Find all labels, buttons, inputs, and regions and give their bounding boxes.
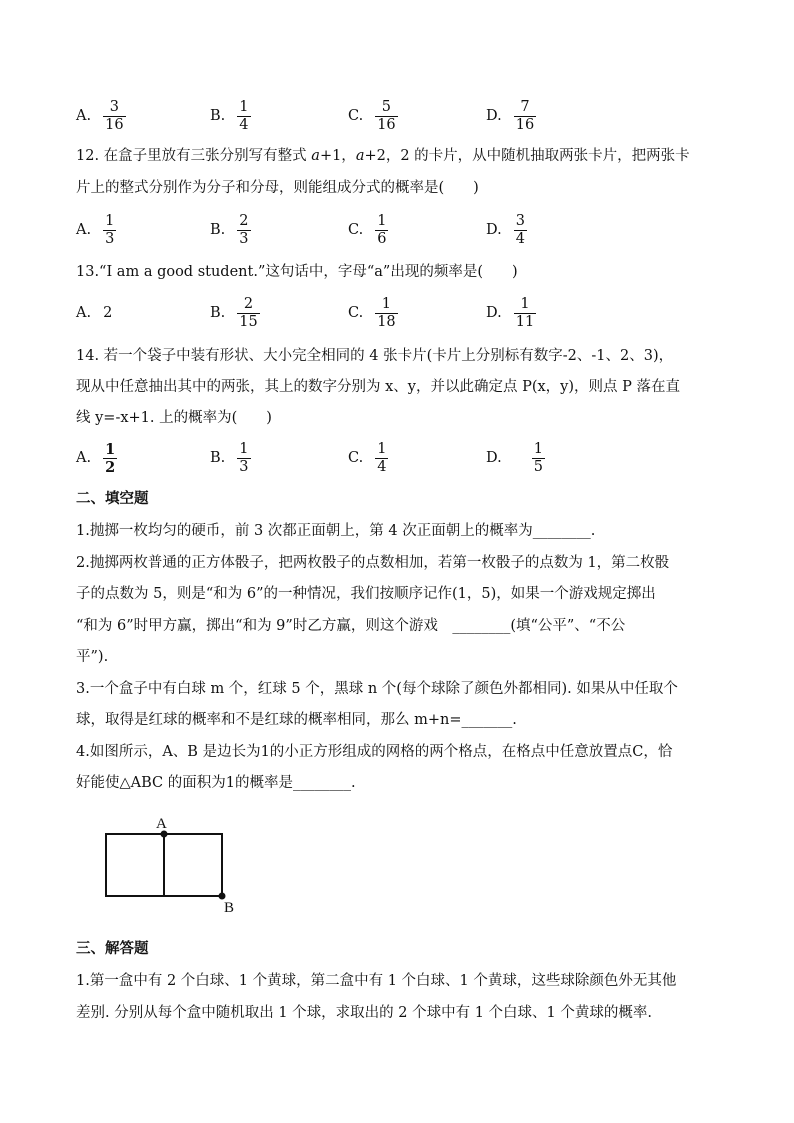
q13-option-a[interactable]: A. 2 <box>76 305 113 321</box>
q13-option-c[interactable]: C. $\frac{1}{18}$ <box>348 295 396 330</box>
q14-stem-line1: 14. 若一个袋子中装有形状、大小完全相同的 4 张卡片(卡片上分别标有数字-2、-1、2、3)， <box>76 348 674 364</box>
q14-option-d[interactable]: D. $\frac{1}{5}$ <box>486 440 543 475</box>
fraction: $\frac{1}{6}$ <box>377 212 387 247</box>
q14-option-a[interactable]: A. $\frac{1}{2}$ <box>76 440 116 476</box>
q12-options <box>76 210 726 250</box>
fraction: $\frac{1}{5}$ <box>533 440 543 475</box>
q12-option-a[interactable]: A. $\frac{1}{3}$ <box>76 212 115 247</box>
grid-figure <box>96 808 256 918</box>
fraction: $\frac{2}{3}$ <box>239 212 249 247</box>
answer-q1-line1: 1.第一盒中有 2 个白球、1 个黄球，第二盒中有 1 个白球、1 个黄球，这些球除颜色外无其他 <box>76 973 677 989</box>
q12-option-c[interactable]: C. $\frac{1}{6}$ <box>348 212 387 247</box>
q14-option-b[interactable]: B. $\frac{1}{3}$ <box>210 440 249 475</box>
fill-q2-line2: 子的点数为 5，则是“和为 6”的一种情况，我们按顺序记作(1，5)，如果一个游戏规定掷出 <box>76 586 656 602</box>
fraction: $\frac{7}{16}$ <box>515 98 535 133</box>
fill-q2-line4: 平”). <box>76 649 109 665</box>
fraction: $\frac{1}{3}$ <box>239 440 249 475</box>
q13-stem: 13.“I am a good student.”这句话中，字母“a”出现的频率是( ) <box>76 264 518 280</box>
q12-option-b[interactable]: B. $\frac{2}{3}$ <box>210 212 249 247</box>
fraction: $\frac{1}{4}$ <box>377 440 387 475</box>
point-a-label: A <box>156 816 167 832</box>
q12-stem-line2: 片上的整式分别作为分子和分母，则能组成分式的概率是( ) <box>76 180 479 196</box>
fraction: $\frac{1}{11}$ <box>515 295 535 330</box>
point-b-label: B <box>224 900 235 916</box>
fill-q4-line2: 好能使△ABC 的面积为1的概率是________. <box>76 775 356 791</box>
answer-q1-line2: 差别. 分别从每个盒中随机取出 1 个球，求取出的 2 个球中有 1 个白球、1 个黄球的概率. <box>76 1005 652 1021</box>
q14-options <box>76 438 726 478</box>
fraction: $\frac{3}{16}$ <box>105 98 124 133</box>
point-b-dot <box>219 893 226 900</box>
q12-stem-line1: 12. 在盒子里放有三张分别写有整式 a+1，a+2，2 的卡片，从中随机抽取两张卡片，把两张卡 <box>76 148 690 164</box>
q12-option-d[interactable]: D. $\frac{3}{4}$ <box>486 212 525 247</box>
section-3-title: 三、解答题 <box>76 941 149 957</box>
fill-q3-line2: 球，取得是红球的概率和不是红球的概率相同，那么 m+n=_______. <box>76 712 517 728</box>
q11-options <box>76 96 726 136</box>
q14-stem-line2: 现从中任意抽出其中的两张，其上的数字分别为 x、y，并以此确定点 P(x，y)，则点 P 落在直 <box>76 379 680 395</box>
fraction: $\frac{5}{16}$ <box>377 98 396 133</box>
q14-option-c[interactable]: C. $\frac{1}{4}$ <box>348 440 387 475</box>
q11-option-b[interactable]: B. $\frac{1}{4}$ <box>210 98 249 133</box>
q13-options <box>76 293 726 333</box>
q11-option-c[interactable]: C. $\frac{5}{16}$ <box>348 98 396 133</box>
fill-q4-line1: 4.如图所示，A、B 是边长为1的小正方形组成的网格的两个格点，在格点中任意放置点C，恰 <box>76 744 673 760</box>
fill-q1: 1.抛掷一枚均匀的硬币，前 3 次都正面朝上，第 4 次正面朝上的概率为________. <box>76 523 596 539</box>
fraction: $\frac{1}{18}$ <box>377 295 396 330</box>
fill-q2-line1: 2.抛掷两枚普通的正方体骰子，把两枚骰子的点数相加，若第一枚骰子的点数为 1，第二枚骰 <box>76 555 670 571</box>
q13-option-b[interactable]: B. $\frac{2}{15}$ <box>210 295 258 330</box>
fraction: $\frac{1}{3}$ <box>105 212 115 247</box>
fraction: $\frac{3}{4}$ <box>515 212 525 247</box>
fraction: $\frac{2}{15}$ <box>239 295 258 330</box>
q11-option-d[interactable]: D. $\frac{7}{16}$ <box>486 98 535 133</box>
fill-q2-line3: “和为 6”时甲方赢，掷出“和为 9”时乙方赢，则这个游戏 ________(填“公平”、“不公 <box>76 618 626 634</box>
q13-option-d[interactable]: D. $\frac{1}{11}$ <box>486 295 535 330</box>
q14-stem-line3: 线 y=-x+1. 上的概率为( ) <box>76 410 272 426</box>
section-2-title: 二、填空题 <box>76 491 149 507</box>
q11-option-a[interactable]: A. $\frac{3}{16}$ <box>76 98 124 133</box>
fraction: $\frac{1}{4}$ <box>239 98 249 133</box>
fraction: $\frac{1}{2}$ <box>105 440 116 476</box>
fill-q3-line1: 3.一个盒子中有白球 m 个，红球 5 个，黑球 n 个(每个球除了颜色外都相同). 如果从中任取个 <box>76 681 678 697</box>
